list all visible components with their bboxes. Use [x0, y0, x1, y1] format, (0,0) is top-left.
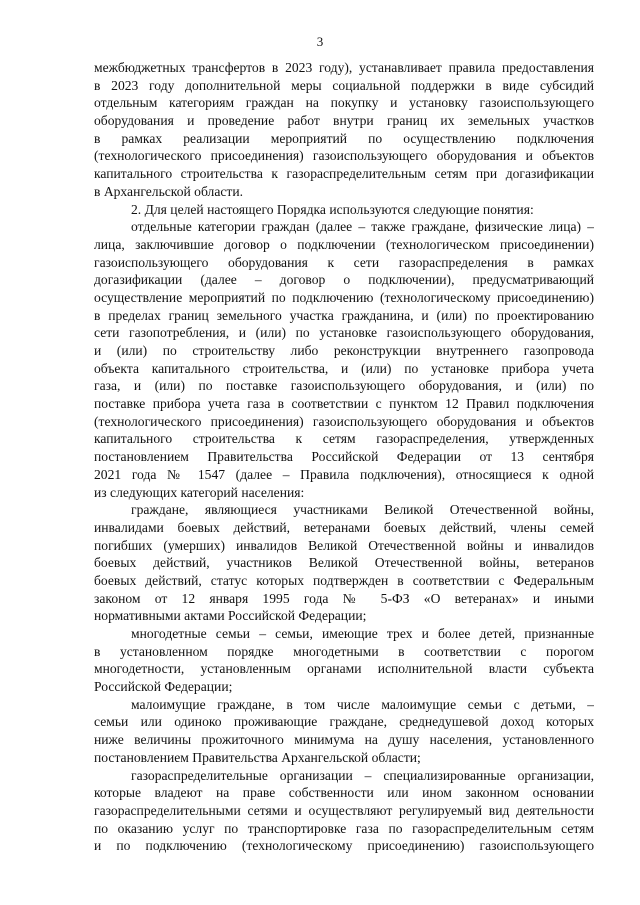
page-number: 3 — [316, 34, 324, 49]
text-line: нормативными актами Российской Федерации; — [94, 608, 367, 624]
text-line: многодетности, установленным органами исполнительной власти субъекта — [94, 661, 594, 677]
text-line: газораспределительные организации – специализированные организации, — [131, 767, 594, 783]
text-line: в рамках реализации мероприятий по осуществлению подключения — [94, 130, 594, 146]
text-line: в установленном порядке многодетными в соответствии с порогом — [94, 643, 594, 659]
text-line: лица, заключившие договор о подключении (технологическом присоединении) — [94, 236, 594, 252]
text-line: капитального строительства к сетям газораспределения, утвержденных — [94, 431, 594, 447]
text-line: капитального строительства к газораспределительным сетям при догазификации — [94, 166, 594, 182]
text-line: в Архангельской области. — [94, 183, 244, 199]
text-line: семьи или одиноко проживающие граждане, среднедушевой доход которых — [94, 714, 594, 730]
document-body — [94, 59, 594, 855]
text-line: граждане, являющиеся участниками Великой Отечественной войны, — [131, 502, 594, 518]
text-line: отдельным категориям граждан на покупку и установку газоиспользующего — [94, 95, 594, 111]
text-line: погибших (умерших) инвалидов Великой Отечественной войны и инвалидов — [94, 537, 594, 553]
text-line: газа, и (или) по поставке газоиспользующего оборудования, и (или) по — [94, 378, 594, 394]
text-line: Российской Федерации; — [94, 679, 233, 695]
text-line: сети газопотребления, и (или) по установке газоиспользующего оборудования, — [94, 325, 594, 341]
text-line: межбюджетных трансфертов в 2023 году), устанавливает правила предоставления — [94, 60, 594, 75]
text-line: законом от 12 января 1995 года № 5-ФЗ «О ветеранах» и иными — [94, 590, 594, 606]
text-line: газоиспользующего оборудования к сети газораспределения в рамках — [94, 254, 594, 270]
text-line: в 2023 году дополнительной меры социальной поддержки в виде субсидий — [94, 77, 594, 93]
text-line: (технологического присоединения) газоиспользующего оборудования и объектов — [94, 148, 594, 164]
text-line: инвалидами боевых действий, ветеранами боевых действий, члены семей — [94, 519, 594, 535]
text-line: поставке прибора учета газа в соответствии с пунктом 12 Правил подключения — [94, 396, 594, 412]
text-line: из следующих категорий населения: — [94, 484, 305, 500]
text-line: 2. Для целей настоящего Порядка используются следующие понятия: — [131, 201, 534, 217]
text-line: газораспределительными сетями и осуществляют регулируемый вид деятельности — [94, 802, 594, 818]
text-line: (технологического присоединения) газоиспользующего оборудования и объектов — [94, 413, 594, 429]
text-line: многодетные семьи – семьи, имеющие трех и более детей, признанные — [131, 626, 594, 641]
text-line: которые владеют на праве собственности или ином законном основании — [94, 785, 594, 801]
text-line: боевых действий, участников Великой Отечественной войны, ветеранов — [94, 555, 594, 571]
text-line: догазификации (далее – договор о подключении), предусматривающий — [94, 272, 594, 288]
text-line: оборудования и проведение работ внутри границ их земельных участков — [94, 113, 594, 129]
text-line: отдельные категории граждан (далее – также граждане, физические лица) – — [131, 219, 594, 235]
text-line: по оказанию услуг по транспортировке газа по газораспределительным сетям — [94, 820, 594, 836]
text-line: осуществление мероприятий по подключению (технологическому присоединению) — [94, 289, 594, 305]
text-line: 2021 года № 1547 (далее – Правила подключения), относящиеся к одной — [94, 466, 594, 482]
text-line: постановлением Правительства Архангельской области; — [94, 749, 421, 765]
text-line: ниже величины прожиточного минимума на душу населения, установленного — [94, 732, 594, 748]
text-line: боевых действий, статус которых подтвержден в соответствии с Федеральным — [94, 572, 594, 588]
text-line: постановлением Правительства Российской Федерации от 13 сентября — [94, 449, 594, 465]
text-line: в пределах границ земельного участка гражданина, и (или) по проектированию — [94, 307, 594, 323]
text-line: и по подключению (технологическому присоединению) газоиспользующего — [94, 838, 594, 854]
text-line: малоимущие граждане, в том числе малоимущие семьи с детьми, – — [131, 696, 594, 712]
text-line: и (или) по строительству либо реконструкции внутреннего газопровода — [94, 343, 594, 358]
text-line: объекта капитального строительства, и (или) по установке прибора учета — [94, 360, 594, 376]
